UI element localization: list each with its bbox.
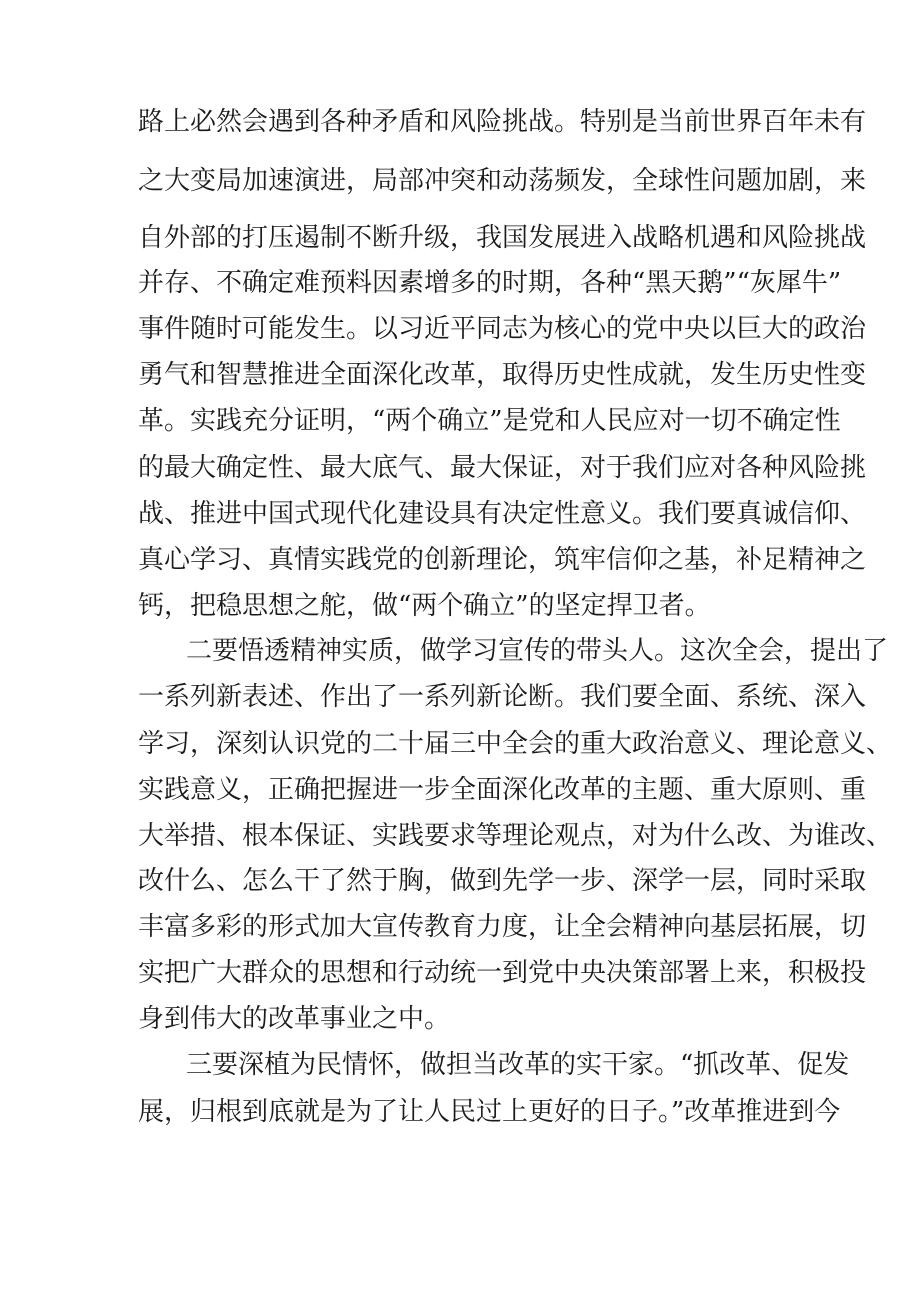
text-line: 实践意义，正确把握进一步全面深化改革的主题、重大原则、重 <box>138 775 867 805</box>
text-line: 革。实践充分证明，“两个确立”是党和人民应对一切不确定性 <box>138 406 841 436</box>
text-line: 一系列新表述、作出了一系列新论断。我们要全面、系统、深入 <box>138 682 867 712</box>
paragraph-start-line: 三要深植为民情怀，做担当改革的实干家。“抓改革、促发 <box>186 1050 850 1080</box>
text-line: 的最大确定性、最大底气、最大保证，对于我们应对各种风险挑 <box>138 453 867 483</box>
text-line: 大举措、根本保证、实践要求等理论观点，对为什么改、为谁改、 <box>138 821 893 851</box>
text-line: 事件随时可能发生。以习近平同志为核心的党中央以巨大的政治 <box>138 314 867 344</box>
text-line: 学习，深刻认识党的二十届三中全会的重大政治意义、理论意义、 <box>138 729 893 759</box>
text-line: 之大变局加速演进，局部冲突和动荡频发，全球性问题加剧，来 <box>138 166 867 196</box>
text-line: 真心学习、真情实践党的创新理论，筑牢信仰之基，补足精神之 <box>138 545 867 575</box>
text-line: 丰富多彩的形式加大宣传教育力度，让全会精神向基层拓展，切 <box>138 912 867 942</box>
text-line: 实把广大群众的思想和行动统一到党中央决策部署上来，积极投 <box>138 958 867 988</box>
text-line: 战、推进中国式现代化建设具有决定性意义。我们要真诚信仰、 <box>138 499 867 529</box>
text-line: 路上必然会遇到各种矛盾和风险挑战。特别是当前世界百年未有 <box>138 107 867 137</box>
text-line: 改什么、怎么干了然于胸，做到先学一步、深学一层，同时采取 <box>138 866 867 896</box>
text-line: 自外部的打压遏制不断升级，我国发展进入战略机遇和风险挑战 <box>138 223 867 253</box>
text-line: 展，归根到底就是为了让人民过上更好的日子。”改革推进到今 <box>138 1097 841 1127</box>
text-line: 身到伟大的改革事业之中。 <box>138 1004 451 1034</box>
paragraph-start-line: 二要悟透精神实质，做学习宣传的带头人。这次全会，提出了 <box>186 636 889 666</box>
text-line: 钙，把稳思想之舵，做“两个确立”的坚定捍卫者。 <box>138 591 711 621</box>
text-line: 勇气和智慧推进全面深化改革，取得历史性成就，发生历史性变 <box>138 360 867 390</box>
text-line: 并存、不确定难预料因素增多的时期，各种“黑天鹅”“灰犀牛” <box>138 268 842 298</box>
